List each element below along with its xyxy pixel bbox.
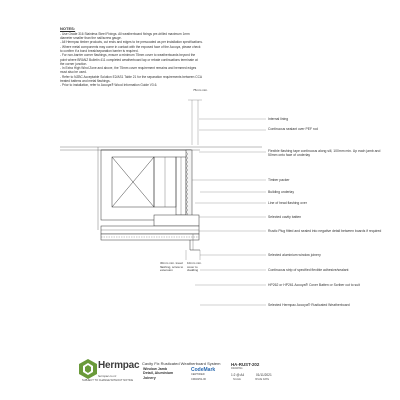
brand-name: Hermpac [98, 360, 140, 371]
note-line: - Prior to installation, refer to Accoya® Wood Information Guide V3.6. [60, 83, 158, 88]
note-line: diameter smaller than the nail/screw gauge. [60, 36, 122, 41]
brand-subtitle: SUBJECT TO CHANGE WITHOUT NOTICE [82, 379, 134, 382]
callout-flashing-tape: Flexible flashing tape continuous along sill, 100mm min. Up each jamb and 50mm onto face of underlay [268, 149, 381, 158]
note-line: - All Hermpac timber products, cut ends and edges to be prescoated as per installation specifications. [60, 40, 203, 45]
callout-internal-lining: Internal lining [268, 117, 289, 121]
dimension-label-75mm: 75mm min. [193, 88, 208, 92]
drawing-title [143, 367, 173, 380]
note-line: - Use Grade 316 Stainless Steel Fixings. All weatherboard fixings pre-drilled maximum 1mm [60, 31, 190, 36]
callout-building-underlay: Building underlay [268, 190, 295, 194]
brand-website: hermpac.co.nz [98, 374, 117, 378]
label-cover-to-cladding: 10mm min. cover to cladding [187, 261, 202, 273]
note-line: the corner junction. [60, 61, 88, 66]
certificate-number: CM40251-00 [191, 378, 206, 381]
callout-sealant-strip: Continuous strip of specified flexible adhesive/sealant [268, 268, 349, 272]
issue-date: 01/11/2021 [256, 373, 272, 377]
label-tread-flashing: 30mm min. tread flashing, screw to extension [160, 261, 184, 273]
hermpac-logo-icon [79, 359, 97, 379]
drawing-number-caption: DRAWING [231, 367, 243, 370]
codemark-logo: CodeMark [191, 367, 216, 373]
scale-value: 1:2 @ A4 [231, 373, 245, 377]
title-block [79, 358, 329, 385]
callout-timber-packer: Timber packer [268, 178, 290, 182]
callout-head-flashing: Line of head flashing over [268, 201, 307, 205]
note-line: - Where metal components may come in contact with the exposed face of the Accoya, please check [60, 44, 201, 49]
note-line: - In Extra High Wind Zone and above, the 75mm cover requirement remains and hemmed edges [60, 66, 197, 71]
callout-sealant: Continuous sealant over PEF rod [268, 127, 318, 131]
issue-date-caption: ISSUE DATE [255, 378, 270, 381]
notes-title: NOTES: [60, 26, 76, 31]
scale-caption: SCALE [233, 378, 241, 381]
note-line: to confirm if a bond break/separation barrier is required. [60, 48, 139, 53]
callout-weatherboard: Selected Hermpac Accoya® Rusticated Weatherboard [268, 303, 350, 307]
note-line: must also be used. [60, 70, 87, 75]
note-line: - Refer to NZBC Acceptable Solution E2/AS1 Table 21 for the separation requirements between CCA [60, 74, 203, 79]
project-title: Cavity Fix Rusticated Weatherboard System [142, 361, 221, 366]
note-line: treated battens and metal flashings. [60, 79, 111, 84]
drawing-title-line: Detail, Aluminium [143, 371, 174, 376]
drawing-title-line: Joinery [143, 375, 156, 380]
drawing-number: HA-RUST-202 [231, 362, 260, 367]
callout-cavity-batten: Selected cavity batten [268, 215, 302, 219]
note-line: - For non-barrier corner flashings, ensure a minimum 75mm cover to weatherboards beyond the [60, 53, 196, 58]
codemark-certified: CERTIFIED [191, 373, 205, 376]
callout-window-joinery: Selected aluminium window joinery [268, 253, 321, 257]
callout-rustic-plug: Rustic Plug fitted and sealed into negative detail between boards if required [268, 229, 382, 233]
callout-cover-batten: HP262 or HP261 Accoya® Cover Batten or Scriber cut to suit [268, 283, 360, 287]
drawing-title-line: Window Jamb [143, 367, 168, 371]
note-line: point where BRANZ Bulletin 411 completed weatherboard lap or rebate continuations terminate at [60, 57, 198, 62]
